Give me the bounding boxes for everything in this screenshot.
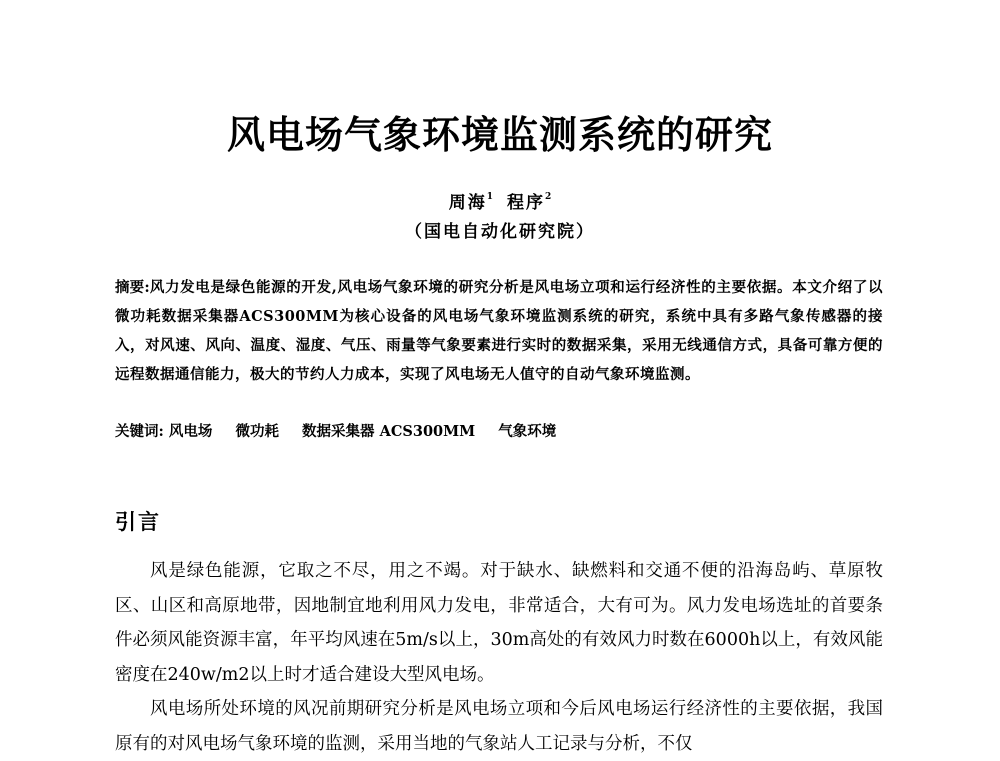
keyword: 风电场 — [168, 423, 213, 440]
paper-title: 风电场气象环境监测系统的研究 — [226, 113, 773, 157]
author-affiliation-mark: 2 — [545, 192, 552, 202]
authors-line — [0, 188, 1000, 213]
affiliation: （国电自动化研究院） — [405, 222, 595, 242]
author-affiliation-mark: 1 — [486, 192, 493, 202]
author-name: 周海 — [448, 193, 487, 213]
body-paragraph: 风电场所处环境的风况前期研究分析是风电场立项和今后风电场运行经济性的主要依据，我国原有的对风电场气象环境的监测，采用当地的气象站人工记录与分析，不仅 — [115, 699, 883, 754]
abstract — [115, 273, 883, 389]
author-name: 程序 — [507, 193, 545, 213]
keyword: 微功耗 — [235, 423, 279, 440]
section-heading: 引言 — [115, 510, 161, 534]
keywords — [115, 421, 883, 443]
abstract-label: 摘要: — [115, 279, 150, 296]
abstract-text: 风力发电是绿色能源的开发,风电场气象环境的研究分析是风电场立项和运行经济性的主要依据。本文介绍了以微功耗数据采集器ACS300MM为核心设备的风电场气象环境监测系统的研究，系统中具有多路气象传感器的接入，对风速、风向、温度、湿度、气压、雨量等气象要素进行实时的数据采集，采用无线通信方式，具备可靠方便的远程数据通信能力，极大的节约人力成本，实现了风电场无人值守的自动气象环境监测。 — [115, 279, 883, 383]
body-paragraph: 风是绿色能源，它取之不尽，用之不竭。对于缺水、缺燃料和交通不便的沿海岛屿、草原牧区、山区和高原地带，因地制宜地利用风力发电，非常适合，大有可为。风力发电场选址的首要条件必须风能资源丰富，年平均风速在5m/s以上，30m高处的有效风力时数在6000h以上，有效风能密度在240w/m2以上时才适合建设大型风电场。 — [115, 561, 883, 685]
keyword: 气象环境 — [498, 423, 557, 440]
keywords-label: 关键词: — [115, 423, 164, 440]
keyword: 数据采集器 ACS300MM — [302, 423, 476, 440]
